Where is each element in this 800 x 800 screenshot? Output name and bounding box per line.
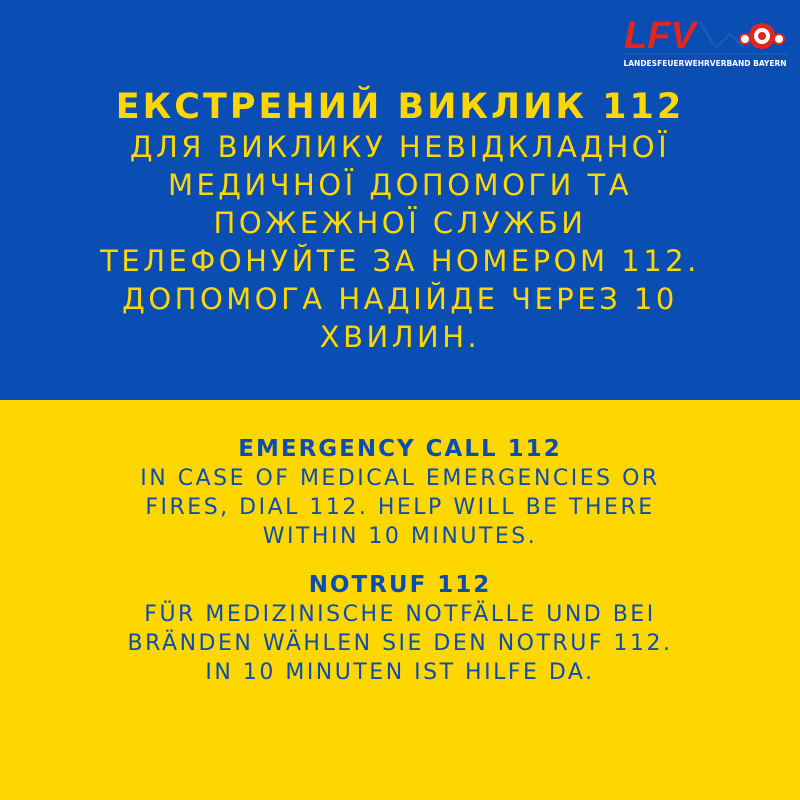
logo-subtitle: LANDESFEUERWEHRVERBAND BAYERN <box>623 59 787 68</box>
english-notice <box>40 434 760 551</box>
ukrainian-notice <box>20 86 780 356</box>
fire-brigade-emblem-icon <box>740 23 784 49</box>
english-line: FIRES, DIAL 112. HELP WILL BE THERE <box>145 495 655 520</box>
lfv-logo <box>618 12 790 70</box>
german-line: IN 10 MINUTEN IST HILFE DA. <box>205 660 595 685</box>
logo-mountain-line <box>700 22 744 48</box>
german-line: BRÄNDEN WÄHLEN SIE DEN NOTRUF 112. <box>127 631 673 656</box>
logo-text: LFV <box>624 15 696 57</box>
english-line: WITHIN 10 MINUTES. <box>262 524 538 549</box>
ukrainian-line: ПОЖЕЖНОЇ СЛУЖБИ <box>213 206 587 240</box>
ukrainian-line: ДЛЯ ВИКЛИКУ НЕВІДКЛАДНОЇ <box>129 130 671 164</box>
german-line: FÜR MEDIZINISCHE NOTFÄLLE UND BEI <box>144 602 656 627</box>
ukrainian-line: ХВИЛИН. <box>319 320 481 354</box>
german-notice <box>40 570 760 687</box>
ukrainian-line: МЕДИЧНОЇ ДОПОМОГИ ТА <box>167 168 633 202</box>
german-title: NOTRUF 112 <box>308 572 492 598</box>
ukrainian-line: ТЕЛЕФОНУЙТЕ ЗА НОМЕРОМ 112. <box>100 244 700 278</box>
ukrainian-title: ЕКСТРЕНИЙ ВИКЛИК 112 <box>115 87 685 127</box>
english-title: EMERGENCY CALL 112 <box>238 436 562 462</box>
english-line: IN CASE OF MEDICAL EMERGENCIES OR <box>140 466 660 491</box>
ukrainian-line: ДОПОМОГА НАДІЙДЕ ЧЕРЕЗ 10 <box>122 282 678 316</box>
